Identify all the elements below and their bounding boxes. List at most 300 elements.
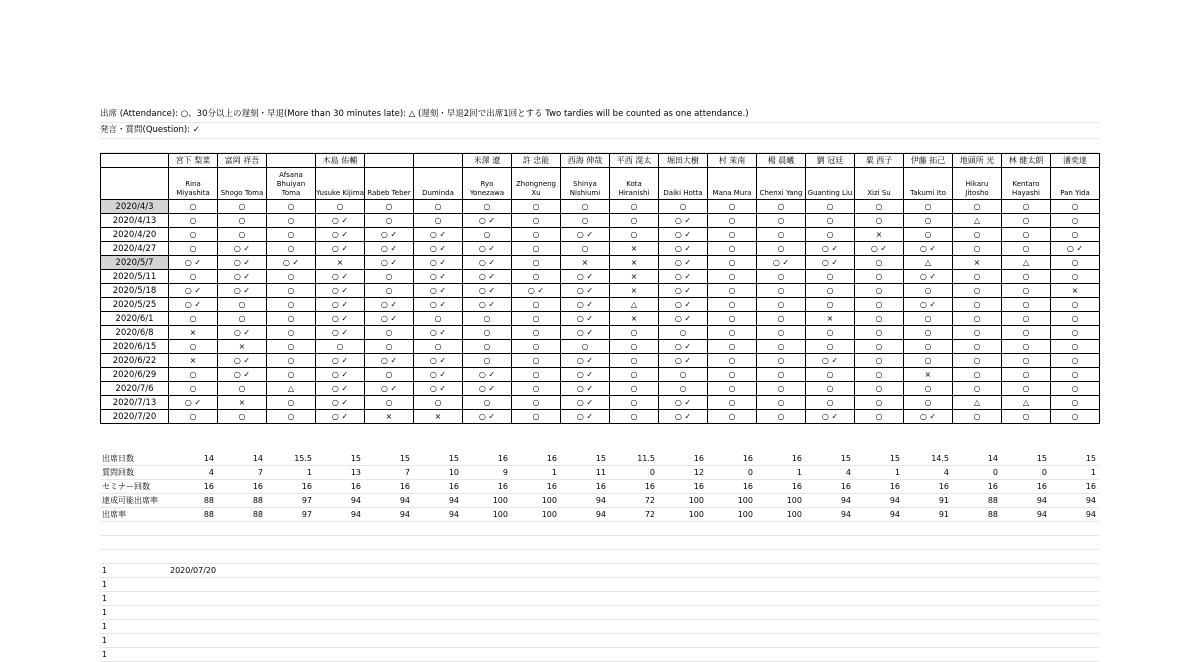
summary-value: 94: [1050, 494, 1099, 508]
attendance-mark: ○: [316, 200, 365, 214]
attendance-mark: ○: [806, 340, 855, 354]
attendance-mark: ○: [1002, 214, 1051, 228]
footer-empty: [288, 578, 1099, 592]
attendance-mark: ○: [365, 284, 414, 298]
attendance-mark: ○: [904, 200, 953, 214]
attendance-mark: ○: [218, 312, 267, 326]
footer-empty: [288, 648, 1099, 662]
student-name-en: Daiki Hotta: [659, 168, 708, 200]
student-name-ja: 西海 伸哉: [561, 154, 610, 168]
session-date: 2020/6/22: [101, 354, 169, 368]
attendance-mark: ○: [757, 326, 806, 340]
student-name-ja: 米澤 遼: [463, 154, 512, 168]
attendance-mark: ○: [1002, 298, 1051, 312]
session-date: 2020/7/6: [101, 382, 169, 396]
attendance-mark: ○: [267, 270, 316, 284]
attendance-mark: ○: [904, 354, 953, 368]
session-row: [101, 368, 1100, 382]
summary-value: 94: [805, 494, 854, 508]
attendance-mark: ○: [610, 200, 659, 214]
attendance-mark: ○: [806, 270, 855, 284]
attendance-mark: ○: [806, 298, 855, 312]
attendance-mark: ○: [169, 270, 218, 284]
attendance-mark: ×: [316, 256, 365, 270]
attendance-mark: ○ ✓: [316, 368, 365, 382]
attendance-mark: ○: [904, 326, 953, 340]
attendance-mark: ○: [610, 368, 659, 382]
attendance-mark: ○: [610, 396, 659, 410]
attendance-mark: ×: [806, 312, 855, 326]
attendance-mark: ○: [1051, 410, 1100, 424]
footer-empty: [288, 564, 1099, 578]
summary-value: 72: [609, 494, 658, 508]
legend-question: 発言・質問(Question): ✓: [100, 123, 1099, 139]
summary-value: 94: [1050, 508, 1099, 522]
summary-value: 16: [266, 480, 315, 494]
summary-value: 94: [805, 508, 854, 522]
attendance-mark: ○: [512, 340, 561, 354]
summary-value: 13: [315, 466, 364, 480]
attendance-mark: ○ ✓: [316, 214, 365, 228]
summary-value: 94: [560, 508, 609, 522]
summary-value: 16: [952, 480, 1001, 494]
attendance-mark: ○: [953, 382, 1002, 396]
attendance-mark: ○ ✓: [659, 284, 708, 298]
attendance-mark: ○: [512, 214, 561, 228]
attendance-mark: ○: [904, 312, 953, 326]
attendance-mark: ○: [806, 382, 855, 396]
attendance-mark: ○ ✓: [561, 368, 610, 382]
student-name-en: Ryo Yonezawa: [463, 168, 512, 200]
summary-value: 10: [413, 466, 462, 480]
attendance-mark: ○: [512, 256, 561, 270]
attendance-mark: ○ ✓: [316, 312, 365, 326]
attendance-mark: ○: [610, 382, 659, 396]
attendance-mark: ○: [610, 228, 659, 242]
attendance-mark: ○: [1002, 326, 1051, 340]
attendance-mark: ○: [1051, 298, 1100, 312]
attendance-mark: ○: [806, 284, 855, 298]
footer-row: [100, 564, 1099, 578]
attendance-mark: △: [904, 256, 953, 270]
attendance-mark: ○: [855, 340, 904, 354]
attendance-mark: ○: [708, 368, 757, 382]
summary-value: 16: [315, 480, 364, 494]
attendance-mark: ○: [855, 214, 904, 228]
blank-row: [100, 522, 1099, 536]
attendance-mark: ○: [904, 340, 953, 354]
summary-value: 16: [756, 480, 805, 494]
attendance-mark: ○ ✓: [561, 284, 610, 298]
summary-value: 16: [168, 480, 217, 494]
session-row: [101, 228, 1100, 242]
spreadsheet: [100, 107, 1099, 662]
attendance-mark: ○: [512, 312, 561, 326]
attendance-mark: ○ ✓: [316, 270, 365, 284]
attendance-mark: ○: [708, 298, 757, 312]
attendance-mark: ○: [708, 228, 757, 242]
attendance-mark: ○: [953, 340, 1002, 354]
attendance-mark: ○ ✓: [463, 284, 512, 298]
attendance-mark: ○: [610, 340, 659, 354]
attendance-mark: ○: [904, 228, 953, 242]
summary-row: [100, 508, 1099, 522]
summary-value: 97: [266, 494, 315, 508]
attendance-mark: ○: [953, 270, 1002, 284]
attendance-mark: ○ ✓: [659, 256, 708, 270]
attendance-mark: ×: [169, 326, 218, 340]
summary-value: 100: [658, 494, 707, 508]
attendance-mark: ○: [708, 284, 757, 298]
attendance-mark: ○ ✓: [463, 410, 512, 424]
session-date: 2020/4/20: [101, 228, 169, 242]
attendance-mark: ○: [708, 326, 757, 340]
student-name-ja: [365, 154, 414, 168]
session-date: 2020/5/18: [101, 284, 169, 298]
attendance-mark: ○: [953, 312, 1002, 326]
attendance-mark: ○: [463, 312, 512, 326]
summary-value: 94: [854, 508, 903, 522]
summary-value: 97: [266, 508, 315, 522]
attendance-mark: ○ ✓: [806, 242, 855, 256]
attendance-mark: ○: [169, 214, 218, 228]
attendance-mark: ○: [414, 340, 463, 354]
attendance-mark: ×: [904, 368, 953, 382]
summary-value: 1: [266, 466, 315, 480]
attendance-mark: ○: [169, 382, 218, 396]
attendance-mark: ○: [512, 326, 561, 340]
attendance-mark: ○ ✓: [659, 312, 708, 326]
summary-value: 11.5: [609, 452, 658, 466]
attendance-mark: ○ ✓: [561, 354, 610, 368]
attendance-mark: ○: [365, 270, 414, 284]
student-name-ja: 伊藤 拓己: [904, 154, 953, 168]
summary-value: 9: [462, 466, 511, 480]
attendance-mark: ○: [463, 326, 512, 340]
footer-empty: [288, 634, 1099, 648]
session-date: 2020/7/13: [101, 396, 169, 410]
summary-value: 15: [805, 452, 854, 466]
attendance-mark: ○ ✓: [414, 242, 463, 256]
attendance-mark: ×: [610, 284, 659, 298]
attendance-mark: ○: [757, 298, 806, 312]
attendance-mark: ○: [855, 270, 904, 284]
session-row: [101, 396, 1100, 410]
summary-value: 7: [364, 466, 413, 480]
summary-value: 88: [168, 494, 217, 508]
footer-date: 2020/07/20: [168, 564, 288, 578]
session-row: [101, 214, 1100, 228]
student-name-en: Mana Mura: [708, 168, 757, 200]
attendance-mark: ○ ✓: [561, 326, 610, 340]
attendance-mark: ○ ✓: [463, 256, 512, 270]
summary-value: 94: [1001, 494, 1050, 508]
summary-value: 94: [1001, 508, 1050, 522]
summary-value: 94: [413, 508, 462, 522]
attendance-mark: ○: [708, 270, 757, 284]
student-name-ja: 林 健太朗: [1002, 154, 1051, 168]
attendance-mark: ○ ✓: [414, 354, 463, 368]
attendance-mark: ○: [463, 354, 512, 368]
attendance-mark: ○: [953, 410, 1002, 424]
student-name-en: Pan Yida: [1051, 168, 1100, 200]
footer-empty: [288, 606, 1099, 620]
attendance-mark: ○: [806, 396, 855, 410]
attendance-mark: ○: [169, 242, 218, 256]
attendance-mark: ○: [169, 200, 218, 214]
attendance-mark: ○: [610, 410, 659, 424]
student-name-ja: 木島 佑輔: [316, 154, 365, 168]
attendance-mark: ○: [218, 200, 267, 214]
attendance-mark: ○ ✓: [463, 368, 512, 382]
attendance-mark: ○ ✓: [463, 270, 512, 284]
attendance-mark: ○: [659, 326, 708, 340]
attendance-mark: ○: [414, 396, 463, 410]
attendance-mark: ×: [561, 256, 610, 270]
summary-row: [100, 480, 1099, 494]
summary-value: 15: [364, 452, 413, 466]
student-name-en: Xizi Su: [855, 168, 904, 200]
attendance-mark: ○: [1002, 270, 1051, 284]
attendance-mark: ○: [659, 200, 708, 214]
attendance-mark: ○: [267, 354, 316, 368]
attendance-mark: ○: [953, 298, 1002, 312]
attendance-mark: ○: [169, 228, 218, 242]
attendance-mark: ○: [757, 214, 806, 228]
attendance-mark: ○: [561, 200, 610, 214]
student-name-en: Shogo Toma: [218, 168, 267, 200]
attendance-mark: ○ ✓: [414, 228, 463, 242]
summary-value: 14: [217, 452, 266, 466]
footer-index: 1: [100, 578, 168, 592]
attendance-mark: ○: [953, 228, 1002, 242]
attendance-mark: ○ ✓: [561, 298, 610, 312]
attendance-mark: ○: [267, 312, 316, 326]
student-name-en: Duminda: [414, 168, 463, 200]
footer-empty: [168, 648, 288, 662]
summary-value: 16: [707, 480, 756, 494]
session-row: [101, 270, 1100, 284]
attendance-mark: ○: [1002, 312, 1051, 326]
student-name-ja: 堀田大樹: [659, 154, 708, 168]
attendance-mark: ○ ✓: [757, 256, 806, 270]
summary-value: 100: [462, 494, 511, 508]
attendance-mark: ○: [1002, 200, 1051, 214]
attendance-mark: ○ ✓: [904, 270, 953, 284]
attendance-mark: ○ ✓: [316, 354, 365, 368]
attendance-mark: ○ ✓: [904, 242, 953, 256]
attendance-mark: ○: [757, 270, 806, 284]
attendance-mark: ○: [1051, 368, 1100, 382]
summary-value: 100: [707, 508, 756, 522]
attendance-mark: ○ ✓: [365, 298, 414, 312]
attendance-mark: ○ ✓: [463, 242, 512, 256]
attendance-mark: ○: [365, 200, 414, 214]
footer-empty: [168, 578, 288, 592]
attendance-mark: ○ ✓: [218, 354, 267, 368]
student-name-en: Chenxi Yang: [757, 168, 806, 200]
attendance-mark: ○: [757, 312, 806, 326]
summary-value: 0: [707, 466, 756, 480]
attendance-mark: △: [1002, 256, 1051, 270]
attendance-mark: ○ ✓: [169, 256, 218, 270]
attendance-mark: ○ ✓: [414, 326, 463, 340]
attendance-mark: ○: [365, 326, 414, 340]
attendance-mark: ○: [708, 354, 757, 368]
session-date: 2020/4/3: [101, 200, 169, 214]
attendance-mark: ○: [1002, 410, 1051, 424]
attendance-mark: ○ ✓: [365, 312, 414, 326]
footer-row: [100, 620, 1099, 634]
attendance-mark: ○: [267, 214, 316, 228]
attendance-mark: ○ ✓: [218, 270, 267, 284]
student-name-ja: [414, 154, 463, 168]
attendance-mark: ○: [806, 326, 855, 340]
attendance-mark: ○: [708, 242, 757, 256]
attendance-mark: ○: [1051, 382, 1100, 396]
attendance-mark: ○: [855, 396, 904, 410]
session-row: [101, 284, 1100, 298]
attendance-mark: ○: [267, 298, 316, 312]
attendance-mark: ○ ✓: [169, 298, 218, 312]
attendance-mark: ○: [267, 410, 316, 424]
legend-attendance: 出席 (Attendance): ○、30分以上の遅刻・早退(More than 30 minutes late): △ (遅刻・早退2回で出席1回とする Two tardies will be counted as one attendance.): [100, 107, 1099, 123]
summary-value: 16: [364, 480, 413, 494]
attendance-mark: ○ ✓: [267, 256, 316, 270]
summary-value: 91: [903, 508, 952, 522]
summary-value: 4: [903, 466, 952, 480]
attendance-mark: ○ ✓: [365, 242, 414, 256]
summary-value: 15: [315, 452, 364, 466]
attendance-mark: ○: [414, 200, 463, 214]
footer-index: 1: [100, 564, 168, 578]
summary-row: [100, 494, 1099, 508]
summary-value: 16: [462, 480, 511, 494]
student-name-ja: 許 忠能: [512, 154, 561, 168]
attendance-mark: ○: [904, 284, 953, 298]
attendance-mark: ○: [757, 284, 806, 298]
footer-index: 1: [100, 592, 168, 606]
attendance-mark: ○ ✓: [316, 326, 365, 340]
session-date: 2020/4/13: [101, 214, 169, 228]
attendance-mark: ○ ✓: [414, 284, 463, 298]
attendance-mark: ○: [463, 228, 512, 242]
footer-empty: [168, 606, 288, 620]
attendance-mark: ×: [953, 256, 1002, 270]
attendance-mark: ○: [414, 312, 463, 326]
summary-label: 出席日数: [100, 452, 168, 466]
attendance-mark: ○: [169, 312, 218, 326]
attendance-mark: ○: [855, 354, 904, 368]
attendance-mark: ○: [365, 214, 414, 228]
attendance-mark: ○ ✓: [365, 354, 414, 368]
summary-value: 100: [511, 494, 560, 508]
attendance-mark: ○: [708, 256, 757, 270]
attendance-mark: ○ ✓: [463, 298, 512, 312]
attendance-mark: ○: [512, 228, 561, 242]
summary-value: 100: [511, 508, 560, 522]
session-row: [101, 340, 1100, 354]
student-name-ja: 平西 滉太: [610, 154, 659, 168]
attendance-mark: ○: [1002, 284, 1051, 298]
attendance-mark: ○ ✓: [659, 354, 708, 368]
attendance-mark: ○: [904, 396, 953, 410]
summary-value: 0: [609, 466, 658, 480]
student-name-en: Guanting Liu: [806, 168, 855, 200]
attendance-mark: ○: [904, 214, 953, 228]
attendance-mark: ○: [855, 298, 904, 312]
student-name-en: Rina Miyashita: [169, 168, 218, 200]
session-date: 2020/4/27: [101, 242, 169, 256]
footer-index: 1: [100, 648, 168, 662]
attendance-mark: ○ ✓: [463, 382, 512, 396]
summary-value: 16: [854, 480, 903, 494]
session-row: [101, 382, 1100, 396]
attendance-mark: ○: [561, 340, 610, 354]
attendance-mark: ○: [512, 382, 561, 396]
attendance-mark: ○ ✓: [855, 242, 904, 256]
attendance-mark: ○: [855, 326, 904, 340]
blank-row: [100, 536, 1099, 550]
footer-empty: [288, 592, 1099, 606]
header-corner: [101, 168, 169, 200]
attendance-mark: ○: [855, 368, 904, 382]
attendance-mark: ○: [806, 368, 855, 382]
footer-row: [100, 634, 1099, 648]
summary-value: 16: [756, 452, 805, 466]
attendance-mark: ○: [267, 200, 316, 214]
summary-label: 達成可能出席率: [100, 494, 168, 508]
attendance-mark: ○: [1002, 354, 1051, 368]
attendance-mark: ○ ✓: [659, 270, 708, 284]
student-name-ja: 宮下 梨菜: [169, 154, 218, 168]
summary-value: 16: [707, 452, 756, 466]
attendance-mark: ○ ✓: [806, 354, 855, 368]
footer-empty: [168, 620, 288, 634]
header-row-en: [101, 168, 1100, 200]
blank-row: [100, 139, 1099, 153]
summary-value: 4: [168, 466, 217, 480]
attendance-mark: ○: [953, 242, 1002, 256]
session-date: 2020/6/29: [101, 368, 169, 382]
summary-value: 94: [364, 494, 413, 508]
attendance-mark: ○ ✓: [806, 410, 855, 424]
attendance-mark: ×: [365, 410, 414, 424]
attendance-mark: ○: [267, 284, 316, 298]
attendance-mark: ○: [414, 214, 463, 228]
summary-value: 100: [658, 508, 707, 522]
session-date: 2020/6/15: [101, 340, 169, 354]
session-date: 2020/5/7: [101, 256, 169, 270]
attendance-mark: △: [1002, 396, 1051, 410]
attendance-mark: ○: [1051, 214, 1100, 228]
attendance-mark: ○: [708, 200, 757, 214]
summary-value: 11: [560, 466, 609, 480]
student-name-en: Kentaro Hayashi: [1002, 168, 1051, 200]
session-row: [101, 298, 1100, 312]
attendance-mark: ○ ✓: [659, 340, 708, 354]
attendance-mark: ×: [610, 256, 659, 270]
summary-value: 16: [903, 480, 952, 494]
attendance-mark: ○: [1051, 326, 1100, 340]
attendance-mark: ○ ✓: [659, 242, 708, 256]
attendance-mark: ○ ✓: [414, 298, 463, 312]
attendance-mark: ○: [904, 382, 953, 396]
attendance-mark: ○: [1051, 256, 1100, 270]
student-name-en: Rabeb Teber: [365, 168, 414, 200]
summary-value: 94: [560, 494, 609, 508]
attendance-table: [100, 153, 1100, 424]
